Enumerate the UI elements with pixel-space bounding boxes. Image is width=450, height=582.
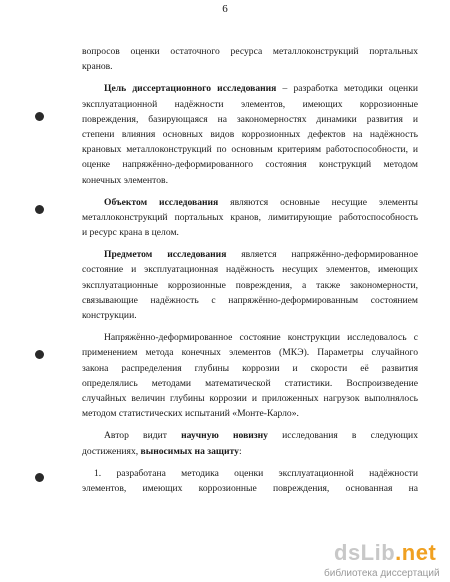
paragraph-line: Напряжённо-деформированное состояние конструкции исследовалось с [104,332,418,344]
paragraph-line: Предметом исследования является напряжённо-деформированное [104,249,418,261]
paragraph-line: случайных величин глубины коррозии и приложенных нагрузок выполнялось [82,392,418,404]
watermark-tagline: библиотека диссертаций [324,568,440,579]
term-goal: Цель диссертационного исследования [104,83,277,95]
punch-hole-mark [35,350,44,359]
paragraph-line: закона распределения глубины коррозии и скорости её развития [82,362,418,374]
term-novelty: научную новизну [181,430,268,442]
paragraph-line: связывающие надёжность с напряжённо-деформированным состоянием [82,294,418,306]
punch-hole-mark [35,205,44,214]
paragraph-line: эксплуатационной надёжности элементов, имеющих коррозионные [82,98,418,110]
paragraph-line: состояние и эксплуатационная надёжность несущих элементов, имеющих [82,264,418,276]
paragraph-line: определялись методами математической статистики. Воспроизведение [82,377,418,389]
paragraph-line: кранов. [82,61,113,73]
term-subject: Предметом исследования [104,249,227,261]
paragraph-line: степени влияния основных видов коррозионных дефектов на надёжность [82,128,418,140]
paragraph-line: крановых металлоконструкций по основным критериям работоспособности, и [82,144,418,156]
paragraph-line: металлоконструкций портальных кранов, лимитирующие работоспособность [82,211,418,223]
paragraph-line: эксплуатационные коррозионные повреждения, а также закономерности, [82,279,418,291]
paragraph-line: Объектом исследования являются основные несущие элементы [104,196,418,208]
paragraph-line: методом статистических испытаний «Монте-Карло». [82,408,299,420]
paragraph-line: вопросов оценки остаточного ресурса металлоконструкций портальных [82,46,418,57]
paragraph-line: оценке напряжённо-деформированного состояния конструкций методом [82,159,418,171]
paragraph-line: повреждения, базирующаяся на закономерностях динамики развития и [82,113,418,125]
paragraph-line: конструкции. [82,310,137,321]
paragraph-line: применением метода конечных элементов (МКЭ). Параметры случайного [82,347,418,359]
paragraph-line: и ресурс крана в целом. [82,227,179,239]
page-number: 6 [222,3,228,15]
list-item-line: 1. разработана методика оценки эксплуатационной надёжности [94,467,418,479]
paragraph-line: Цель диссертационного исследования – разработка методики оценки [104,83,418,95]
punch-hole-mark [35,473,44,482]
paragraph-line: конечных элементов. [82,174,168,186]
paragraph-line: достижениях, выносимых на защиту: [82,445,242,457]
paragraph-line: Автор видит научную новизну исследования в следующих [104,430,418,442]
punch-hole-mark [35,112,44,121]
watermark-logo: dsLib.net [334,540,437,565]
term-object: Объектом исследования [104,196,219,208]
watermark [322,534,450,582]
document-body [82,44,418,496]
term-defense: выносимых на защиту [140,445,239,457]
list-item-line: элементов, имеющих коррозионные повреждения, основанная на [82,482,418,494]
